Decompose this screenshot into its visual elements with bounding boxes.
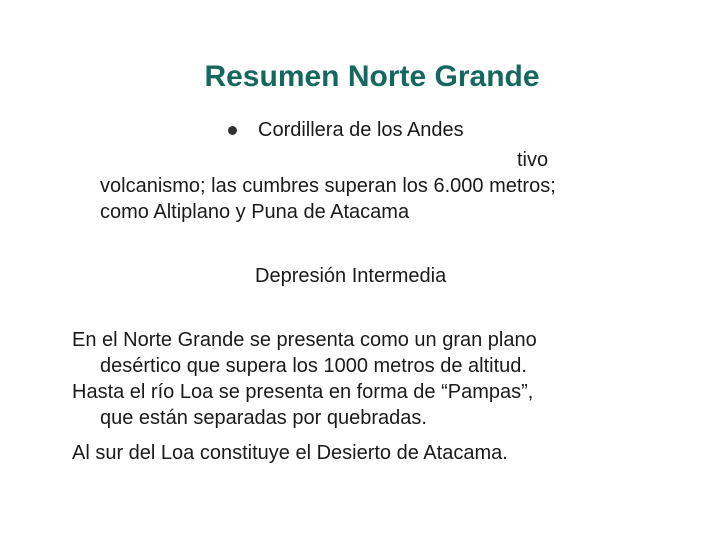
depresion-line-1: En el Norte Grande se presenta como un gran plano — [72, 329, 537, 351]
bullet-dot-icon — [228, 126, 237, 135]
depresion-line-3: Hasta el río Loa se presenta en forma de “Pampas”, — [72, 381, 534, 403]
slide-title: Resumen Norte Grande — [204, 60, 540, 93]
cordillera-line-2: volcanismo; las cumbres superan los 6.000 metros; — [100, 175, 556, 197]
depresion-heading: Depresión Intermedia — [255, 265, 447, 287]
cordillera-heading: Cordillera de los Andes — [258, 119, 464, 141]
depresion-line-4: que están separadas por quebradas. — [100, 407, 427, 429]
bullet-cordillera — [228, 117, 464, 143]
cordillera-line-1: tivo — [517, 149, 549, 171]
cordillera-line-3: como Altiplano y Puna de Atacama — [100, 201, 410, 223]
depresion-line-5: Al sur del Loa constituye el Desierto de Atacama. — [72, 442, 508, 464]
depresion-line-2: desértico que supera los 1000 metros de altitud. — [100, 355, 527, 377]
